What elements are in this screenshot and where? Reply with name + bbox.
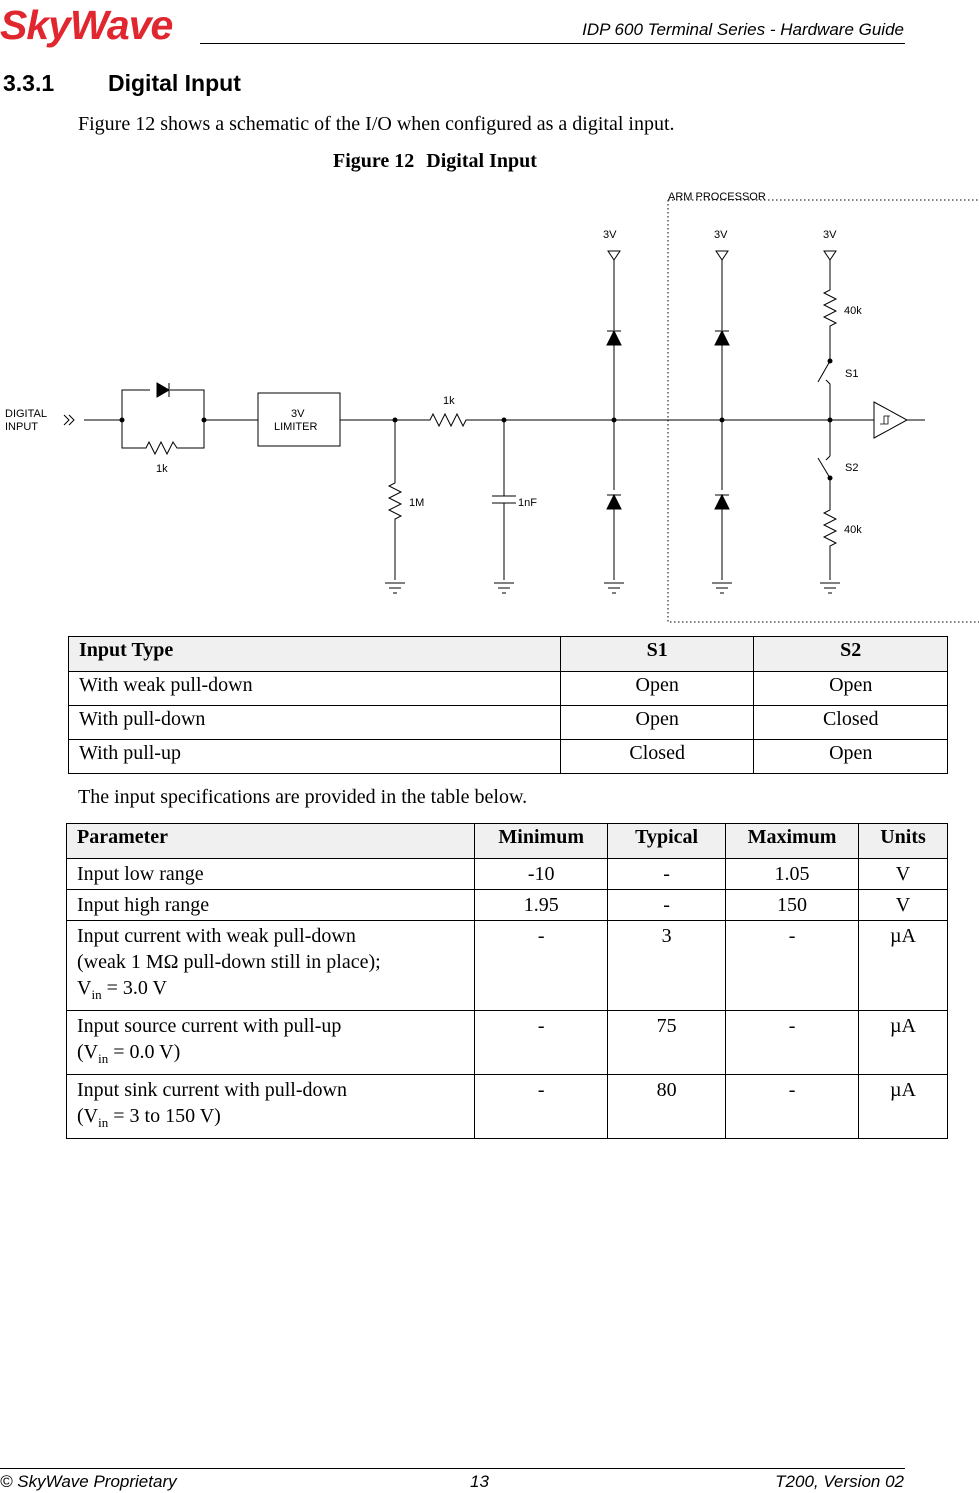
arm-processor-box [668, 200, 979, 622]
param-line: (weak 1 MΩ pull-down still in place); [77, 951, 381, 973]
schmitt-trigger-icon [874, 402, 907, 438]
table-row [67, 1075, 948, 1139]
cap-label: 1nF [518, 497, 537, 509]
table-cell: With pull-down [69, 706, 561, 740]
skywave-logo: SkyWave [0, 2, 173, 48]
table-header-cell: S1 [560, 637, 754, 672]
param-line: $V_{in} = 3.0$ V [77, 977, 167, 1002]
spec-table-body [67, 859, 948, 1139]
table-row [69, 672, 948, 706]
value-cell-typ: 80 [608, 1075, 726, 1139]
value-cell-units: µA [859, 921, 948, 1011]
rail-3v-2: 3V [714, 229, 728, 241]
switch-s1 [818, 361, 830, 420]
digital-input-label-2: INPUT [5, 421, 38, 433]
table-cell: Open [754, 672, 948, 706]
value-cell-max: - [726, 921, 859, 1011]
intro-paragraph: Figure 12 shows a schematic of the I/O when configured as a digital input. [78, 113, 675, 135]
value-cell-typ: - [608, 859, 726, 890]
table-header-cell: S2 [754, 637, 948, 672]
table-cell: Open [560, 672, 754, 706]
value-cell-min: -10 [475, 859, 608, 890]
value-cell-min: - [475, 1075, 608, 1139]
table-row [67, 1011, 948, 1075]
table-header-cell: Parameter [67, 824, 475, 859]
param-cell [67, 921, 475, 1011]
table-cell: With weak pull-down [69, 672, 561, 706]
value-cell-units: V [859, 890, 948, 921]
ground-icon [604, 583, 624, 593]
ground-icon [494, 583, 514, 593]
footer-version: T200, Version 02 [775, 1472, 904, 1491]
limiter-label-top: 3V [291, 408, 305, 420]
param-line: Input sink current with pull-down [77, 1079, 347, 1101]
supply-icon [716, 251, 728, 260]
digital-input-schematic [0, 180, 979, 630]
value-cell-units: µA [859, 1011, 948, 1075]
table-cell: Closed [754, 706, 948, 740]
table-row [67, 890, 948, 921]
param-line: ($V_{in} = 0.0$ V) [77, 1041, 181, 1066]
table-header-cell: Typical [608, 824, 726, 859]
supply-icon [824, 251, 836, 260]
value-cell-units: V [859, 859, 948, 890]
diode-icon [607, 495, 621, 509]
param-line: Input current with weak pull-down [77, 925, 356, 947]
table-header-cell: Maximum [726, 824, 859, 859]
param-cell [67, 890, 475, 921]
page-number: 13 [470, 1472, 489, 1491]
diode-icon [715, 495, 729, 509]
value-cell-max: 150 [726, 890, 859, 921]
value-cell-min: - [475, 1011, 608, 1075]
resistor-1k-series [340, 414, 874, 426]
rail-3v-1: 3V [603, 229, 617, 241]
document-title: IDP 600 Terminal Series - Hardware Guide [582, 20, 904, 39]
r-series-label: 1k [443, 395, 455, 407]
r-pullup-label: 40k [844, 305, 862, 317]
arm-processor-label: ARM PROCESSOR [668, 191, 766, 203]
param-cell [67, 1011, 475, 1075]
table-row [67, 921, 948, 1011]
resistor-1m [389, 420, 401, 580]
value-cell-min: 1.95 [475, 890, 608, 921]
table-cell: Open [560, 706, 754, 740]
value-cell-max: - [726, 1011, 859, 1075]
footer-rule [0, 1468, 905, 1469]
table-header-cell: Units [859, 824, 948, 859]
ground-icon [820, 583, 840, 593]
param-line: Input low range [77, 863, 204, 885]
table-header-row [69, 637, 948, 672]
table-cell: Closed [560, 740, 754, 774]
ground-icon [385, 583, 405, 593]
value-cell-typ: 75 [608, 1011, 726, 1075]
table-cell: With pull-up [69, 740, 561, 774]
value-cell-max: - [726, 1075, 859, 1139]
header-rule [200, 43, 905, 44]
rail-3v-3: 3V [823, 229, 837, 241]
section-number: 3.3.1 [3, 70, 55, 96]
table-row [67, 859, 948, 890]
digital-input-label-1: DIGITAL [5, 408, 47, 420]
diode-icon [607, 331, 621, 345]
param-line: Input high range [77, 894, 210, 916]
value-cell-typ: - [608, 890, 726, 921]
diode-icon [715, 331, 729, 345]
table-header-row [67, 824, 948, 859]
ground-icon [712, 583, 732, 593]
switch-s2 [818, 420, 830, 478]
value-cell-min: - [475, 921, 608, 1011]
value-cell-typ: 3 [608, 921, 726, 1011]
switch-config-table [68, 636, 948, 774]
resistor-40k-pullup [824, 260, 836, 360]
r-diode-label: 1k [156, 463, 168, 475]
input-connector-icon [64, 415, 74, 425]
s1-label: S1 [845, 368, 859, 380]
footer-proprietary: © SkyWave Proprietary [0, 1472, 177, 1491]
resistor-40k-pulldown [824, 478, 836, 580]
table-header-cell: Input Type [69, 637, 561, 672]
resistor-1k-a [122, 420, 204, 454]
diode-icon [157, 383, 169, 397]
value-cell-max: 1.05 [726, 859, 859, 890]
s2-label: S2 [845, 462, 859, 474]
param-line: Input source current with pull-up [77, 1015, 342, 1037]
param-line: ($V_{in} = 3$ to 150 V) [77, 1105, 221, 1130]
param-cell [67, 1075, 475, 1139]
r-pulldown-label: 1M [409, 497, 425, 509]
table-cell: Open [754, 740, 948, 774]
figure-caption [333, 150, 537, 173]
capacitor-1nf [492, 420, 516, 580]
table-header-cell: Minimum [475, 824, 608, 859]
section-title: Digital Input [108, 70, 241, 96]
table-row [69, 740, 948, 774]
figure-label: Figure 12 [333, 150, 415, 172]
r-pulldown2-label: 40k [844, 524, 862, 536]
spec-intro-paragraph: The input specifications are provided in the table below. [78, 786, 528, 808]
limiter-label-bottom: LIMITER [274, 421, 318, 433]
supply-icon [608, 251, 620, 260]
param-cell [67, 859, 475, 890]
section-heading [3, 70, 241, 97]
table-row [69, 706, 948, 740]
value-cell-units: µA [859, 1075, 948, 1139]
input-spec-table [66, 823, 948, 1139]
figure-title: Digital Input [426, 150, 537, 172]
